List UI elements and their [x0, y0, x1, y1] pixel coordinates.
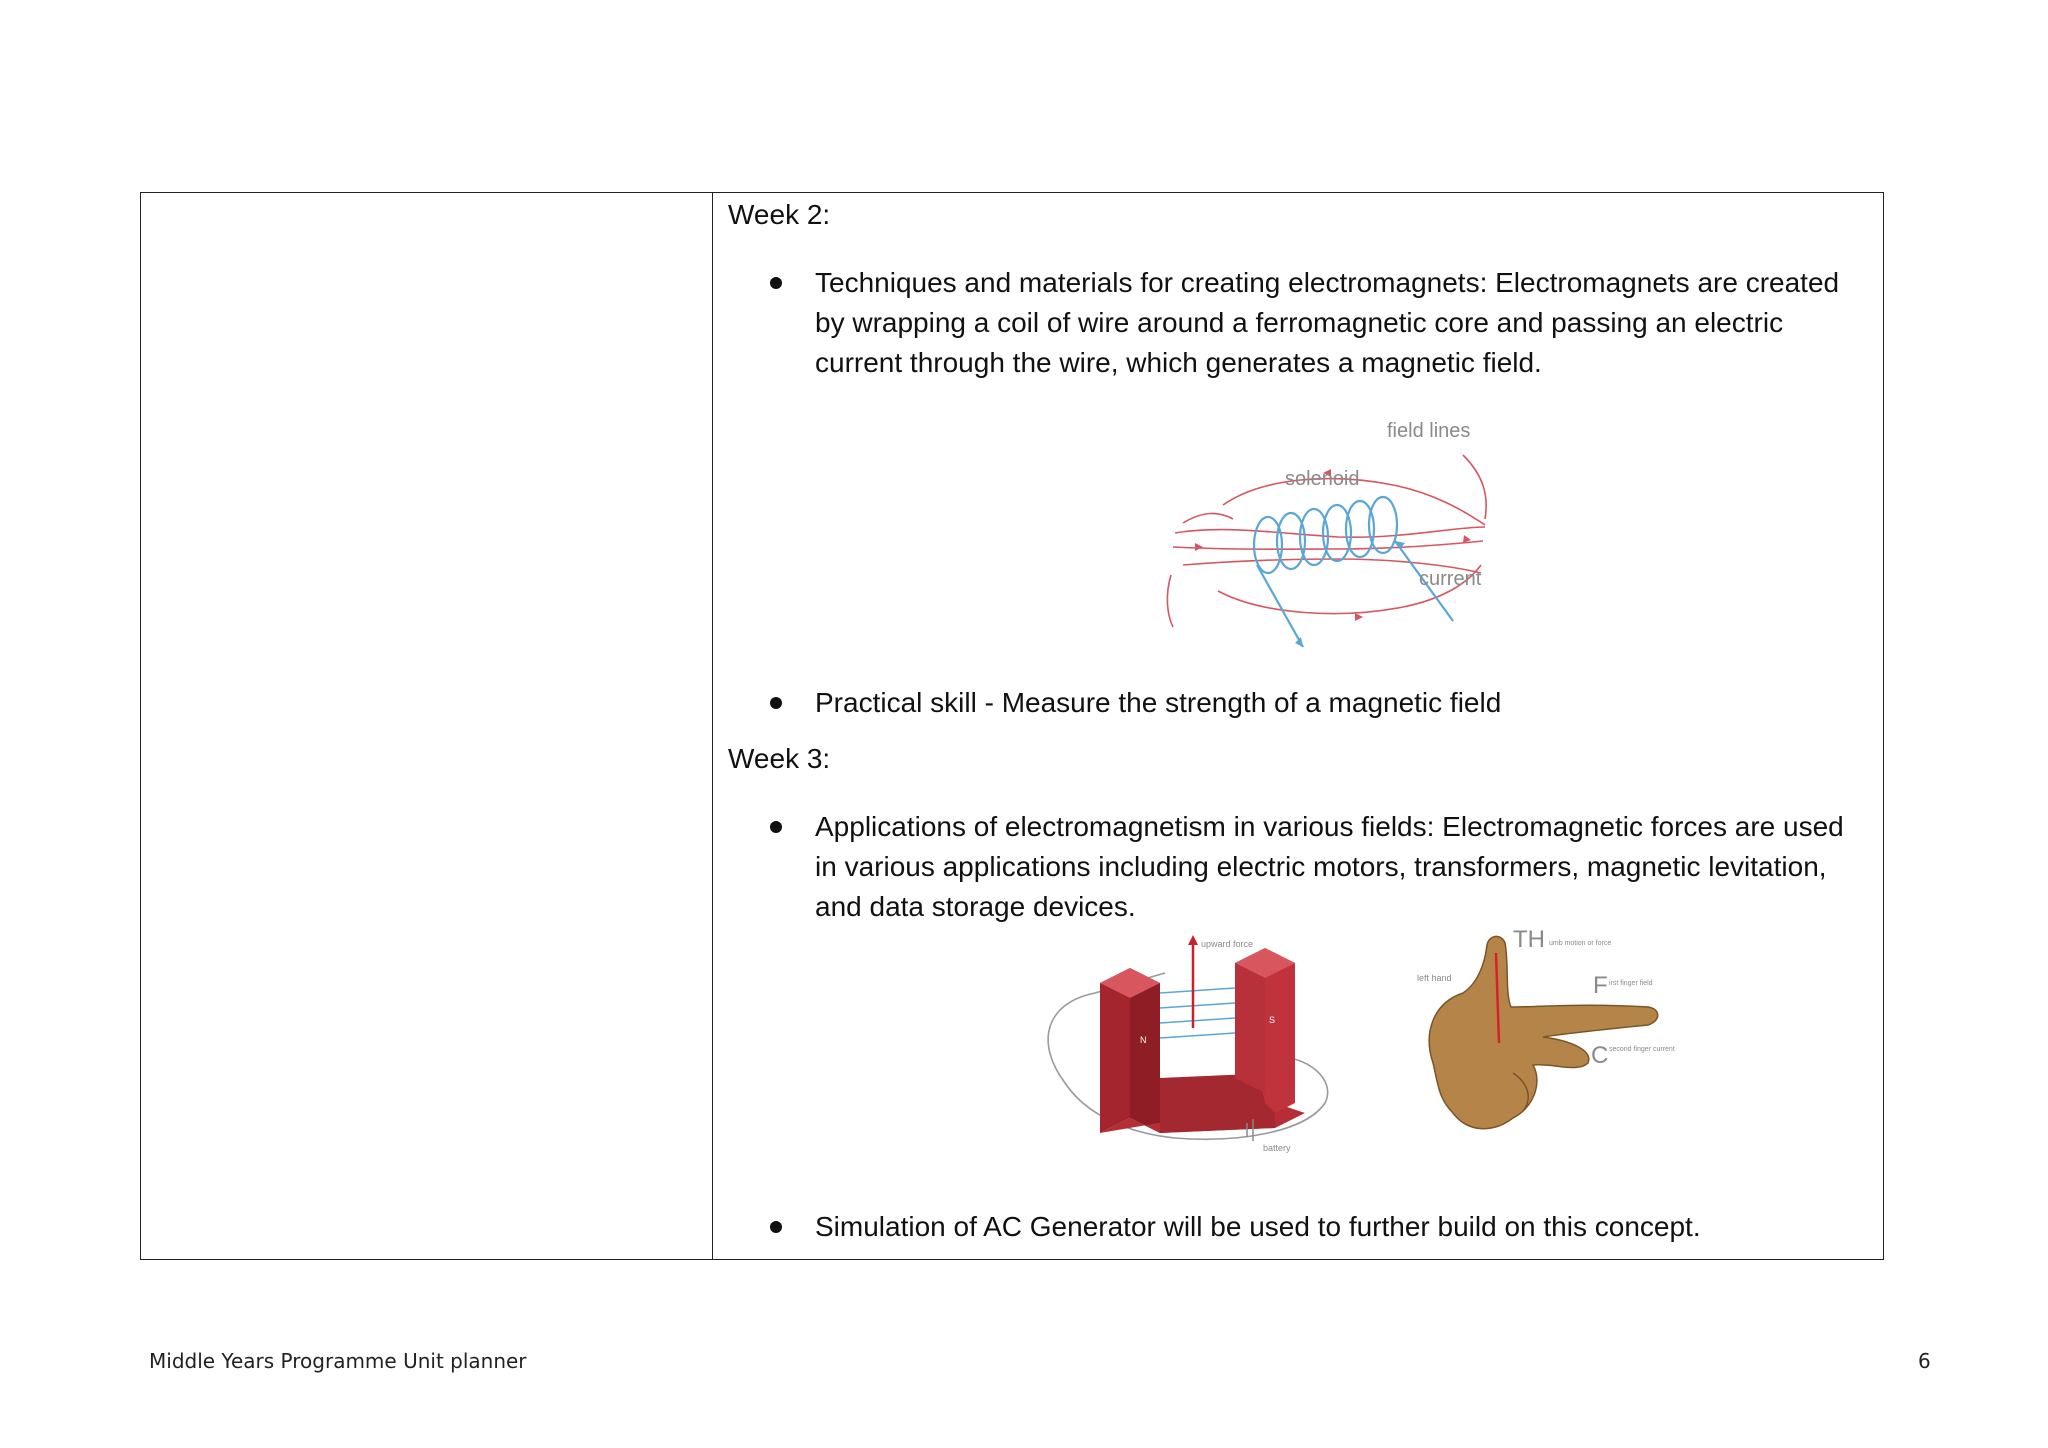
second-finger-note: second finger current — [1609, 1046, 1675, 1053]
page-number: 6 — [1918, 1349, 1931, 1373]
bullet-dot — [770, 277, 782, 289]
week-3-bullet-simulation — [713, 1207, 1863, 1247]
solenoid-diagram — [1163, 415, 1503, 655]
south-pole-label: S — [1269, 1015, 1276, 1025]
week-2-heading: Week 2: — [728, 199, 831, 230]
first-finger-note: irst finger field — [1609, 980, 1653, 987]
week-3-bullet-applications — [713, 807, 1863, 927]
bullet-text: Applications of electromagnetism in various fields: Electromagnetic forces are used in various applications including electric motors, transformers, magnetic levitation, and data storage devices. — [815, 811, 1844, 922]
bullet-dot — [770, 697, 782, 709]
week-2-bullet-practical-skill — [713, 683, 1863, 723]
north-pole-label: N — [1140, 1035, 1147, 1045]
thumb-note: umb motion or force — [1549, 940, 1612, 947]
bullet-text: Practical skill - Measure the strength of a magnetic field — [815, 687, 1502, 718]
left-hand-rule-figure — [1393, 923, 1693, 1163]
bullet-dot — [770, 1221, 782, 1233]
planner-table — [140, 192, 1884, 1260]
solenoid-figure — [1163, 415, 1503, 655]
week-3-heading: Week 3: — [728, 743, 831, 774]
upward-force-label: upward force — [1201, 939, 1254, 949]
first-finger-letter: F — [1593, 972, 1608, 999]
right-column — [713, 193, 1883, 1259]
bullet-text: Simulation of AC Generator will be used to further build on this concept. — [815, 1211, 1701, 1242]
week-2-bullet-electromagnets — [713, 263, 1863, 383]
levitation-diagram — [1025, 933, 1345, 1163]
second-finger-letter: C — [1591, 1042, 1609, 1069]
field-lines-label: field lines — [1387, 420, 1471, 442]
solenoid-label: solenoid — [1285, 468, 1360, 490]
levitation-figure — [1025, 933, 1345, 1163]
current-label: current — [1419, 568, 1482, 590]
footer-title: Middle Years Programme Unit planner — [149, 1349, 527, 1373]
bullet-dot — [770, 821, 782, 833]
left-hand-diagram — [1393, 923, 1693, 1163]
battery-label: battery — [1263, 1143, 1291, 1153]
bullet-text: Techniques and materials for creating electromagnets: Electromagnets are created by wrapping a coil of wire around a ferromagnetic core and passing an electric current through the wire, which generates a magnetic field. — [815, 267, 1840, 378]
left-hand-label: left hand — [1417, 973, 1452, 983]
left-column — [141, 193, 713, 1259]
thumb-letters: TH — [1513, 926, 1545, 953]
